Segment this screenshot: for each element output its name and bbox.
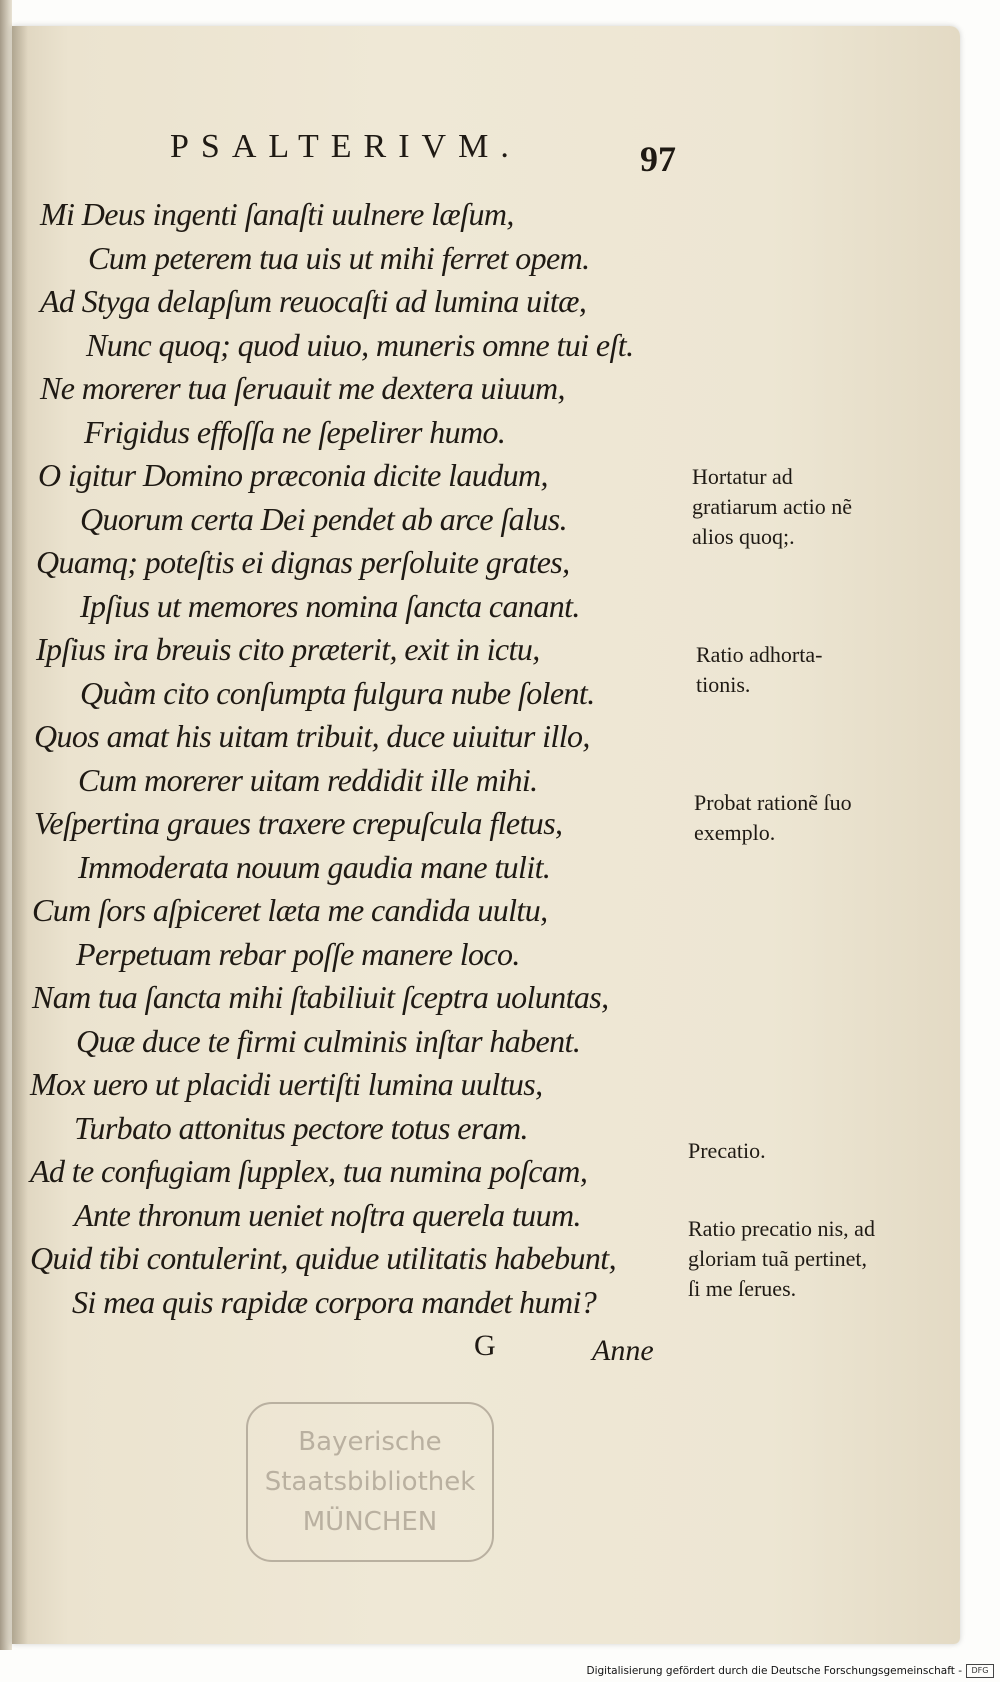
- catchword: Anne: [592, 1334, 654, 1367]
- verse-line: Veſpertina graues traxere crepuſcula fletus,: [34, 805, 563, 841]
- verse-line: Cum peterem tua uis ut mihi ferret opem.: [88, 240, 590, 276]
- verse-line: Nam tua ſancta mihi ſtabiliuit ſceptra uoluntas,: [32, 979, 609, 1015]
- verse-line: Turbato attonitus pectore totus eram.: [74, 1110, 528, 1146]
- margin-note: Precatio.: [688, 1138, 766, 1163]
- running-header: PSALTERIVM.: [170, 128, 521, 165]
- verse-line: Mi Deus ingenti ſanaſti uulnere læſum,: [40, 196, 514, 232]
- verse-line: Nunc quoq; quod uiuo, muneris omne tui eſt.: [86, 327, 634, 363]
- stamp-line: Bayerische: [298, 1427, 442, 1457]
- verse-line: Ipſius ut memores nomina ſancta canant.: [80, 588, 580, 624]
- verse-line: Perpetuam rebar poſſe manere loco.: [76, 936, 520, 972]
- margin-note: Ratio adhorta- tionis.: [696, 642, 823, 697]
- credit-text: Digitalisierung gefördert durch die Deutsche Forschungsgemeinschaft -: [586, 1665, 962, 1677]
- signature-mark: G: [474, 1329, 496, 1362]
- verse-line: Ipſius ira breuis cito præterit, exit in ictu,: [36, 631, 540, 667]
- verse-line: Quàm cito conſumpta fulgura nube ſolent.: [80, 675, 595, 711]
- verse-line: O igitur Domino præconia dicite laudum,: [38, 457, 548, 493]
- library-stamp: [246, 1402, 494, 1562]
- verse-line: Quamq; poteſtis ei dignas perſoluite grates,: [36, 544, 570, 580]
- verse-line: Immoderata nouum gaudia mane tulit.: [78, 849, 551, 885]
- stamp-line: Staatsbibliothek: [264, 1467, 476, 1497]
- digitization-credit: [586, 1664, 994, 1678]
- verse-line: Quorum certa Dei pendet ab arce ſalus.: [80, 501, 568, 537]
- margin-note: Probat rationẽ ſuo exemplo.: [694, 790, 852, 845]
- verse-line: Quos amat his uitam tribuit, duce uiuitur illo,: [34, 718, 590, 754]
- verse-line: Quæ duce te firmi culminis inſtar habent.: [76, 1023, 581, 1059]
- verse-line: Mox uero ut placidi uertiſti lumina uultus,: [30, 1066, 543, 1102]
- verse-line: Cum morerer uitam reddidit ille mihi.: [78, 762, 538, 798]
- verse-line: Ante thronum ueniet noſtra querela tuum.: [74, 1197, 581, 1233]
- verse-line: Ne morerer tua ſeruauit me dextera uiuum,: [40, 370, 565, 406]
- verse-line: Ad Styga delapſum reuocaſti ad lumina uitæ,: [40, 283, 587, 319]
- verse-line: Ad te confugiam ſupplex, tua numina poſcam,: [30, 1153, 588, 1189]
- verse-line: Frigidus effoſſa ne ſepelirer humo.: [84, 414, 506, 450]
- book-binding: [0, 0, 12, 1650]
- margin-note: Ratio precatio nis, ad gloriam tuã pertinet, ſi me ſerues.: [688, 1216, 875, 1301]
- verse-line: Quid tibi contulerint, quidue utilitatis habebunt,: [30, 1240, 616, 1276]
- verse-line: Cum ſors aſpiceret læta me candida uultu,: [32, 892, 548, 928]
- verse-line: Si mea quis rapidæ corpora mandet humi?: [72, 1284, 597, 1320]
- margin-note: Hortatur ad gratiarum actio nẽ alios quoq;.: [692, 464, 853, 549]
- stamp-line: MÜNCHEN: [302, 1507, 438, 1537]
- page-number: 97: [640, 139, 676, 179]
- dfg-logo: DFG: [966, 1664, 994, 1678]
